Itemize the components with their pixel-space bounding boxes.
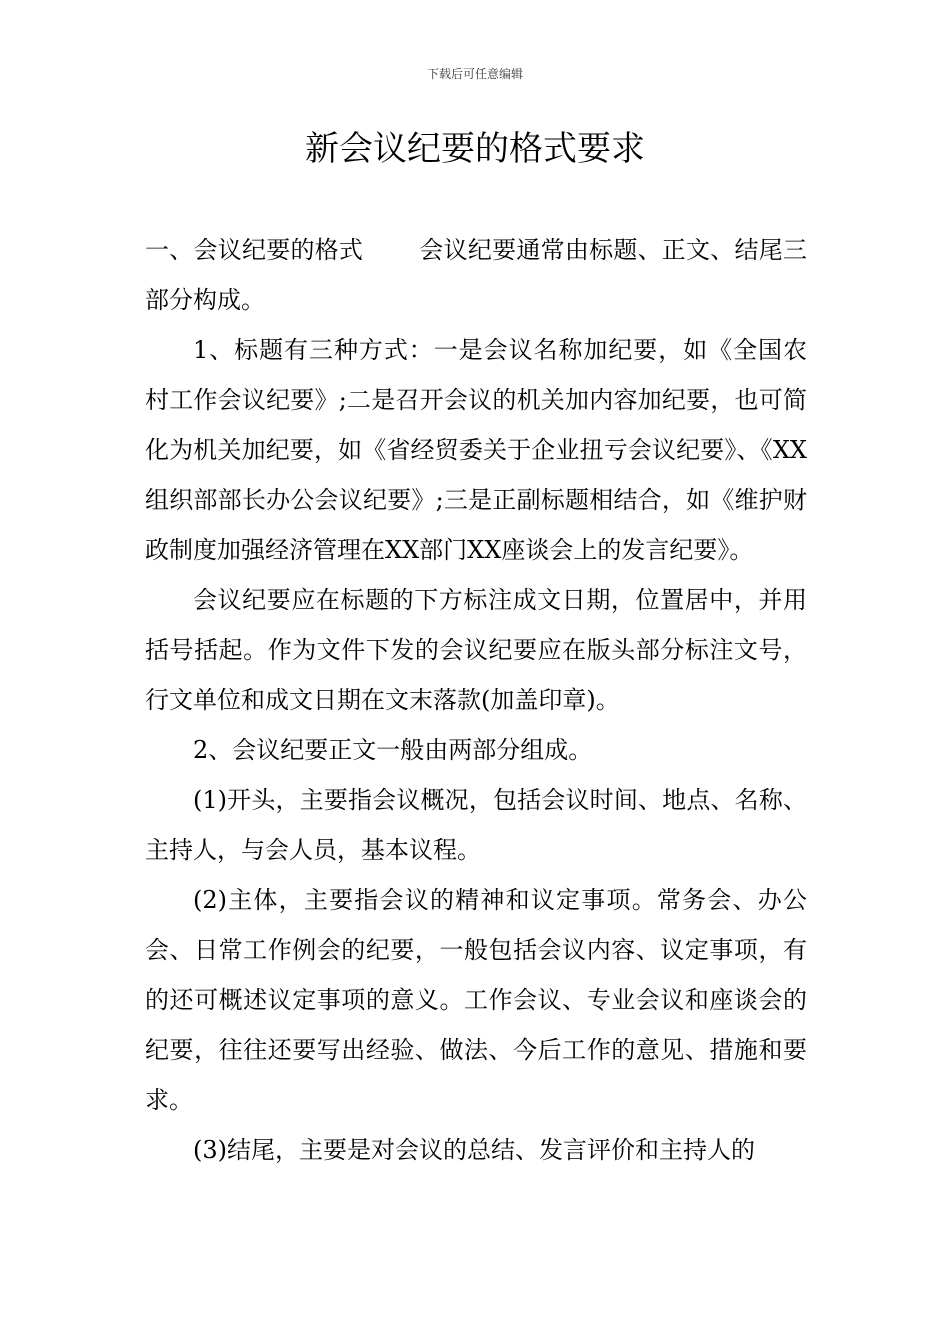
paragraph-main-body: (2)主体，主要指会议的精神和议定事项。常务会、办公会、日常工作例会的纪要，一般包括会议内容、议定事项，有的还可概述议定事项的意义。工作会议、专业会议和座谈会的纪要，往往还要写出经验、做法、今后工作的意见、措施和要求。 [145,886,807,1114]
section-heading: 一、会议纪要的格式 [145,236,364,264]
intro-paragraph [145,225,807,325]
paragraph-ending: (3)结尾，主要是对会议的总结、发言评价和主持人的 [193,1136,755,1164]
intro-text: 会议纪要通常由标题、正文、结尾三部分构成。 [145,236,808,314]
paragraph-date-marking: 会议纪要应在标题的下方标注成文日期，位置居中，并用括号括起。作为文件下发的会议纪要应在版头部分标注文号，行文单位和成文日期在文末落款(加盖印章)。 [145,586,807,714]
paragraph-opening: (1)开头，主要指会议概况，包括会议时间、地点、名称、主持人，与会人员，基本议程。 [145,786,807,864]
paragraph-body-parts: 2、会议纪要正文一般由两部分组成。 [193,736,593,764]
document-body [145,225,807,1175]
paragraph-title-methods: 1、标题有三种方式：一是会议名称加纪要，如《全国农村工作会议纪要》;二是召开会议的机关加内容加纪要，也可简化为机关加纪要，如《省经贸委关于企业扭亏会议纪要》、《XX组织部部长办公会议纪要》;三是正副标题相结合，如《维护财政制度加强经济管理在XX部门XX座谈会上的发言纪要》。 [145,336,807,564]
page-header-note: 下载后可任意编辑 [426,67,523,81]
document-title: 新会议纪要的格式要求 [305,129,645,169]
